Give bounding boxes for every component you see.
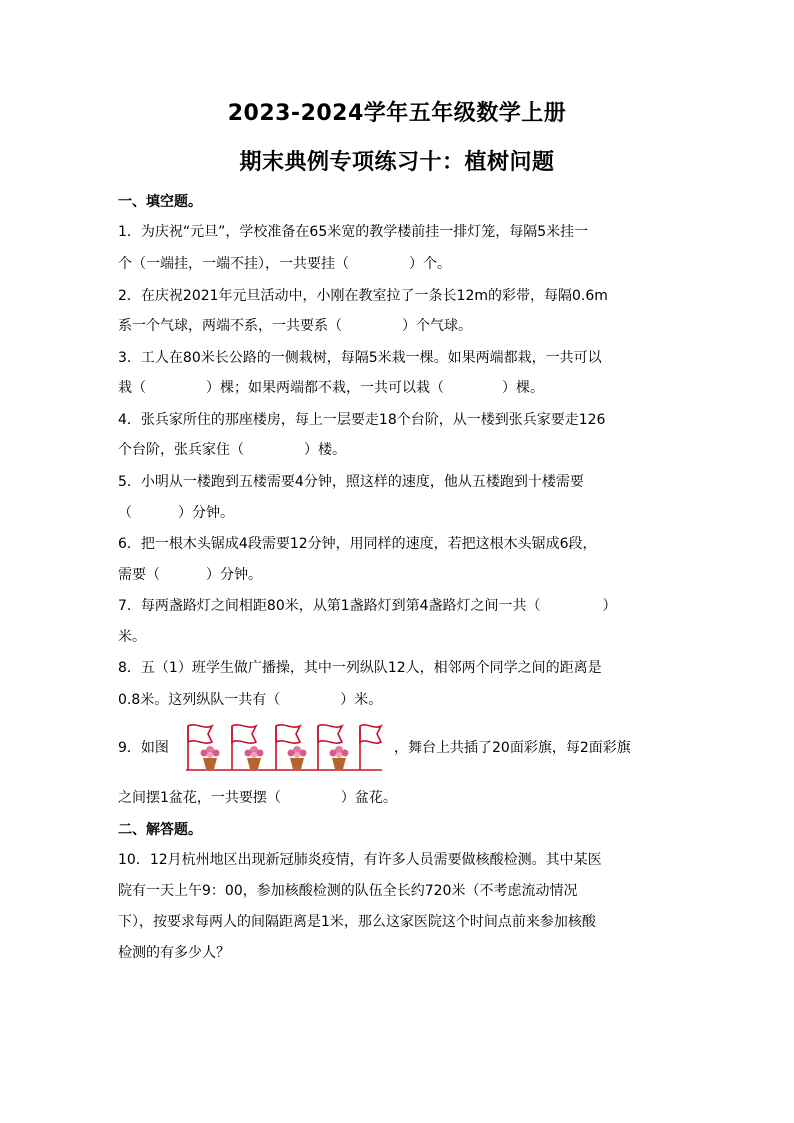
q3-line-1: 3．工人在80米长公路的一侧栽树，每隔5米栽一棵。如果两端都栽，一共可以 (118, 350, 602, 366)
q3-text-c: ）棵。 (502, 380, 544, 396)
q4-line-1: 4．张兵家所住的那座楼房，每上一层要走18个台阶，从一楼到张兵家要走126 (118, 412, 606, 428)
q3-text-b: ）棵；如果两端都不栽，一共可以栽（ (206, 380, 444, 396)
q4-text-b: ）楼。 (304, 442, 346, 458)
flower-pot-1 (201, 746, 220, 769)
q7-line-2: 米。 (118, 629, 146, 645)
section-2-heading: 二、解答题。 (118, 822, 202, 838)
title-line-2: 期末典例专项练习十：植树问题 (239, 150, 555, 175)
q9-text-a2: 之间摆1盆花，一共要摆（ (118, 790, 281, 806)
section-1-heading: 一、填空题。 (118, 194, 202, 210)
q8-text-a: 0.8米。这列纵队一共有（ (118, 692, 281, 708)
q7-text-b: ） (602, 598, 617, 614)
q5-text-a: （ (118, 505, 132, 521)
q3-text-a: 栽（ (118, 380, 146, 396)
q9-text-a: 9．如图 (118, 740, 169, 756)
q2-text-b: ）个气球。 (402, 318, 472, 334)
q6-text-b: ）分钟。 (206, 567, 262, 583)
q10-line-3: 下），按要求每两人的间隔距离是1米，那么这家医院这个时间点前来参加核酸 (118, 914, 596, 930)
q2-text-a: 系一个气球，两端不系，一共要系（ (118, 318, 342, 334)
q7-line-1 (118, 596, 688, 616)
q3-line-2 (118, 378, 688, 398)
q5-text-b: ）分钟。 (178, 505, 234, 521)
q10-line-2: 院有一天上午9：00，参加核酸检测的队伍全长约720米（不考虑流动情况 (118, 883, 578, 899)
flag-5 (360, 725, 381, 770)
flags-and-flowers-figure (184, 720, 384, 772)
q1-line-2 (118, 254, 688, 274)
q6-line-2 (118, 565, 688, 585)
q10-line-4: 检测的有多少人？ (118, 945, 230, 961)
q8-text-b: ）米。 (340, 692, 383, 708)
flower-pot-2 (245, 746, 264, 769)
q5-line-2 (118, 503, 688, 523)
q6-line-1: 6．把一根木头锯成4段需要12分钟，用同样的速度，若把这根木头锯成6段， (118, 536, 597, 552)
q10-line-1: 10．12月杭州地区出现新冠肺炎疫情，有许多人员需要做核酸检测。其中某医 (118, 852, 602, 868)
q8-line-1: 8．五（1）班学生做广播操，其中一列纵队12人，相邻两个同学之间的距离是 (118, 660, 602, 676)
q1-text-b: ）个。 (409, 256, 451, 272)
flower-pot-4 (330, 746, 349, 769)
q9-line-2 (118, 788, 688, 808)
q4-text-a: 个台阶，张兵家住（ (118, 442, 244, 458)
q4-line-2 (118, 440, 688, 460)
q7-text-a: 7．每两盏路灯之间相距80米，从第1盏路灯到第4盏路灯之间一共（ (118, 598, 541, 614)
q2-line-2 (118, 316, 688, 336)
q9-text-b2: ）盆花。 (340, 790, 397, 806)
q9-line-1-tail: ，舞台上共插了20面彩旗，每2面彩旗 (394, 740, 631, 756)
q2-line-1: 2．在庆祝2021年元旦活动中，小刚在教室拉了一条长12m的彩带，每隔0.6m (118, 288, 608, 304)
q6-text-a: 需要（ (118, 567, 160, 583)
q8-line-2 (118, 690, 688, 710)
flower-pot-3 (288, 746, 307, 769)
q1-line-1: 1．为庆祝“元旦”，学校准备在65米宽的教学楼前挂一排灯笼，每隔5米挂一 (118, 224, 589, 240)
q1-text-a: 个（一端挂，一端不挂），一共要挂（ (118, 256, 349, 272)
title-line-1: 2023-2024学年五年级数学上册 (227, 101, 567, 126)
q5-line-1: 5．小明从一楼跑到五楼需要4分钟，照这样的速度，他从五楼跑到十楼需要 (118, 474, 584, 490)
